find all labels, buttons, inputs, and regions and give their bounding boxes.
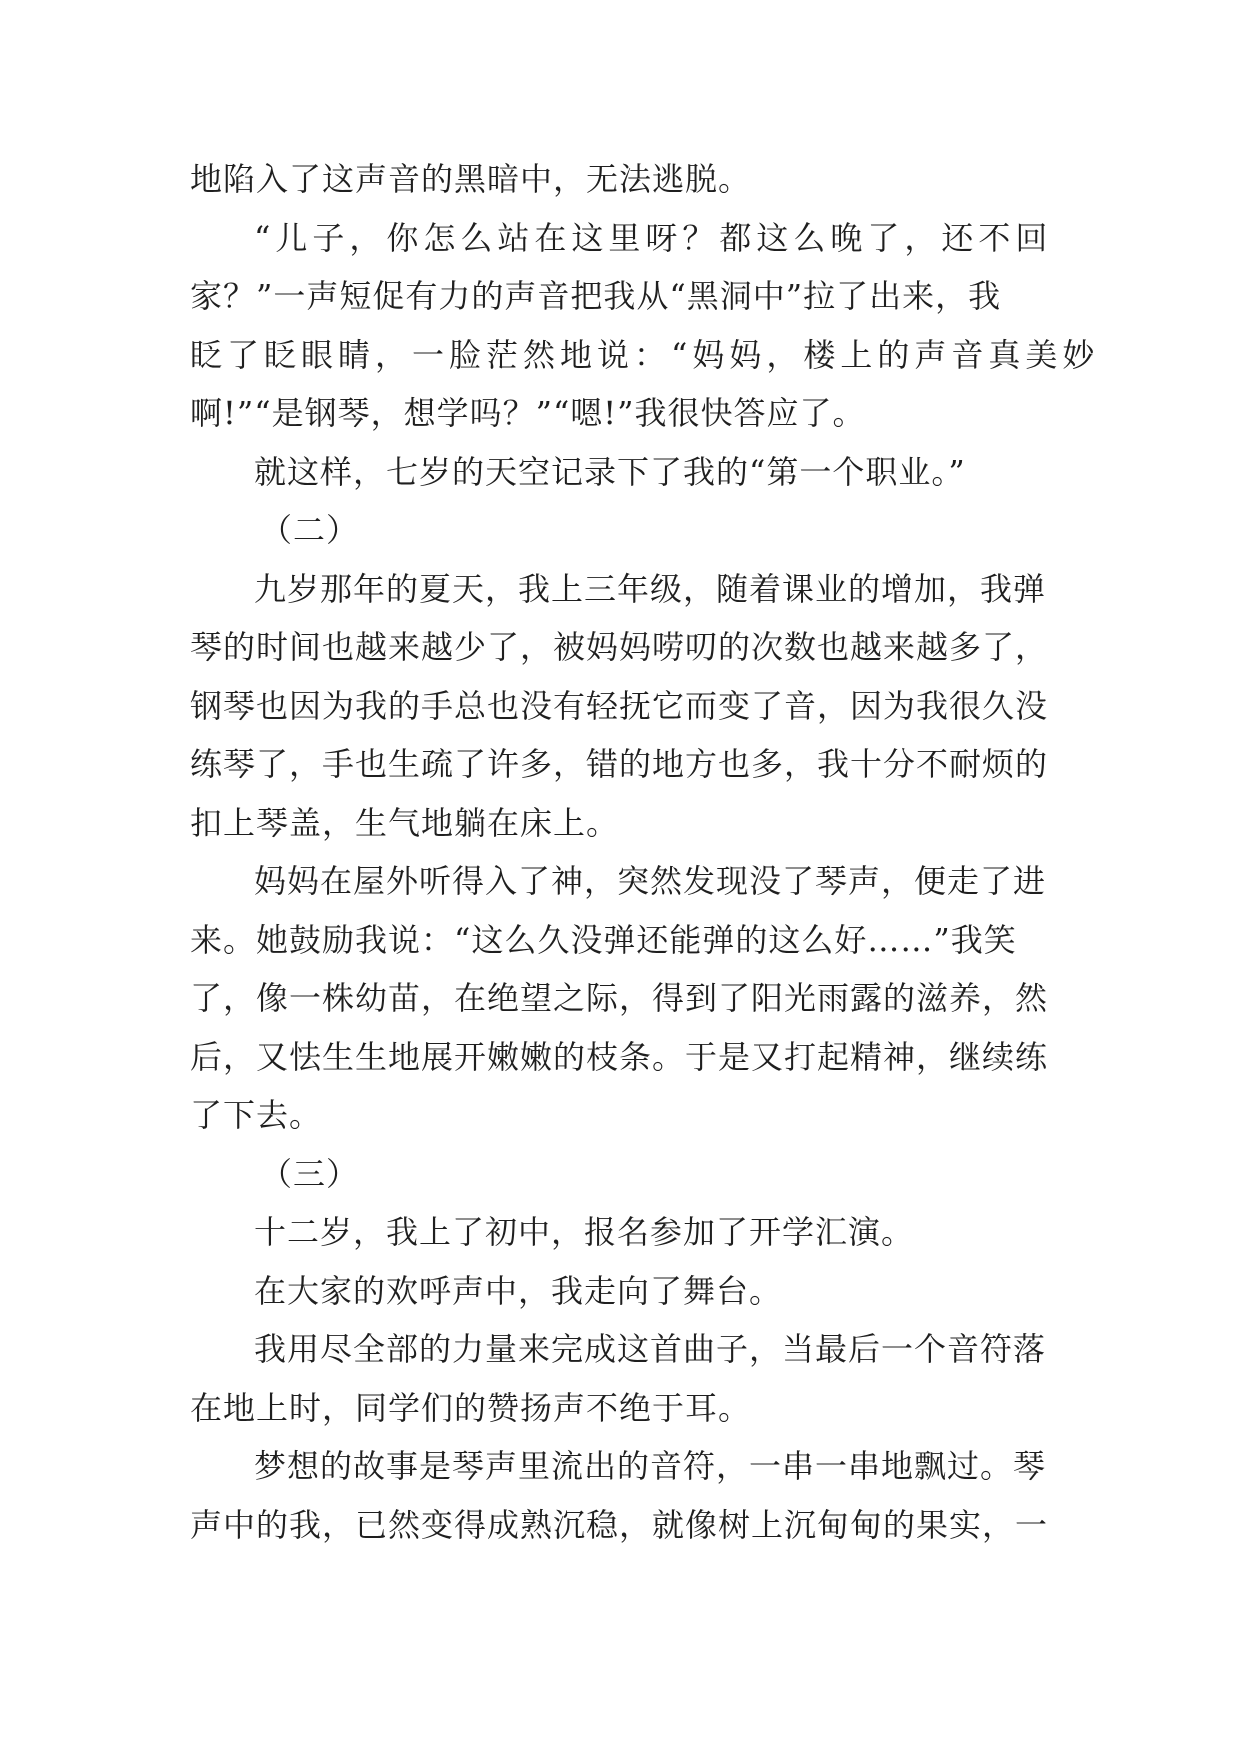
text-line: 地陷入了这声音的黑暗中，无法逃脱。 <box>190 160 752 198</box>
section-heading: （三） <box>260 1154 360 1193</box>
text-line: 后，又怯生生地展开嫩嫩的枝条。于是又打起精神，继续练 <box>190 1037 1049 1076</box>
text-line: 妈妈在屋外听得入了神，突然发现没了琴声，便走了进 <box>254 862 1047 900</box>
text-line: 在地上时，同学们的赞扬声不绝于耳。 <box>190 1388 752 1427</box>
text-line: 九岁那年的夏天，我上三年级，随着课业的增加，我弹 <box>254 569 1047 608</box>
text-line: 眨了眨眼睛，一脸茫然地说：“妈妈，楼上的声音真美妙 <box>190 335 1100 374</box>
text-line: 练琴了，手也生疏了许多，错的地方也多，我十分不耐烦的 <box>190 745 1049 783</box>
text-line: 琴的时间也越来越少了，被妈妈唠叨的次数也越来越多了， <box>190 628 1049 666</box>
text-line: 就这样，七岁的天空记录下了我的“第一个职业。” <box>254 452 966 491</box>
body-text <box>190 150 1100 1554</box>
text-line: 来。她鼓励我说：“这么久没弹还能弹的这么好……”我笑 <box>190 920 1017 959</box>
text-line: 声中的我，已然变得成熟沉稳，就像树上沉甸甸的果实，一 <box>190 1505 1049 1544</box>
text-line: 了，像一株幼苗，在绝望之际，得到了阳光雨露的滋养，然 <box>190 979 1049 1017</box>
text-line: 钢琴也因为我的手总也没有轻抚它而变了音，因为我很久没 <box>190 686 1049 725</box>
text-line: 梦想的故事是琴声里流出的音符，一串一串地飘过。琴 <box>254 1447 1047 1485</box>
text-line: “儿子，你怎么站在这里呀？都这么晚了，还不回 <box>254 218 1053 257</box>
text-line: 啊!”“是钢琴，想学吗？”“嗯!”我很快答应了。 <box>190 394 866 432</box>
text-line: 家？”一声短促有力的声音把我从“黑洞中”拉了出来，我 <box>190 277 1002 315</box>
text-line: 了下去。 <box>190 1096 323 1134</box>
section-heading: （二） <box>260 511 360 549</box>
text-line: 我用尽全部的力量来完成这首曲子，当最后一个音符落 <box>254 1330 1047 1368</box>
text-line: 十二岁，我上了初中，报名参加了开学汇演。 <box>254 1213 915 1251</box>
text-line: 在大家的欢呼声中，我走向了舞台。 <box>254 1271 783 1310</box>
text-line: 扣上琴盖，生气地躺在床上。 <box>190 803 620 842</box>
